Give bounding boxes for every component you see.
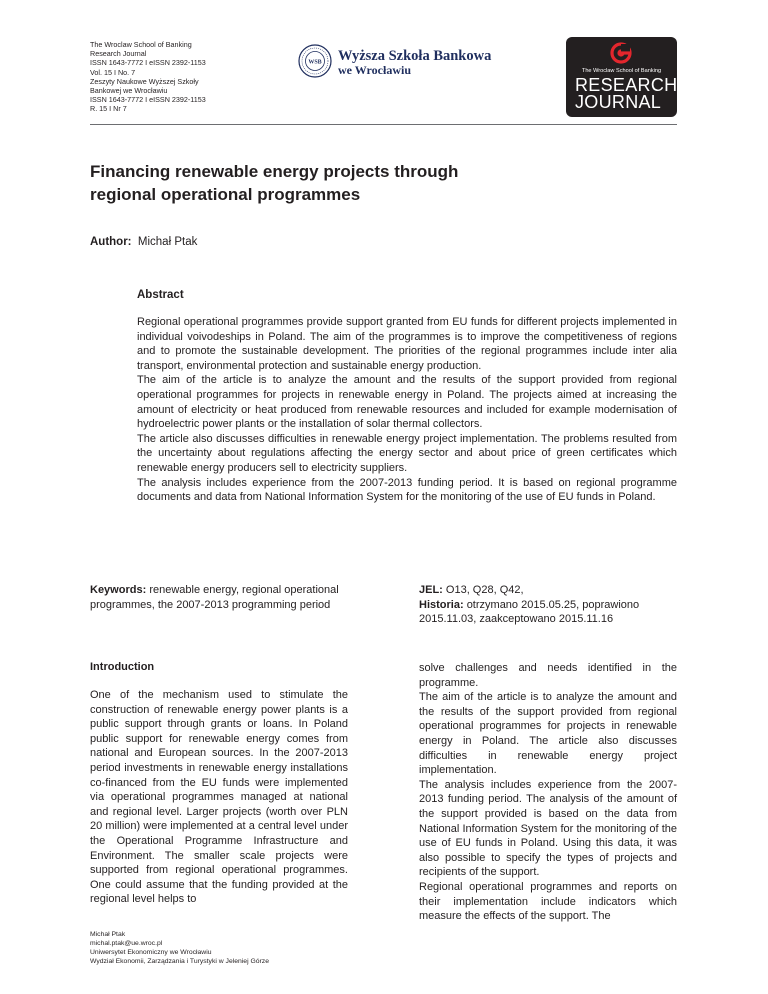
journal-subtitle: The Wroclaw School of Banking: [581, 68, 662, 74]
journal-info-line: Zeszyty Naukowe Wyższej Szkoły: [90, 76, 199, 86]
footer-faculty: Wydział Ekonomii, Zarządzania i Turystyki w Jeleniej Górze: [90, 958, 269, 965]
journal-info-line: Vol. 15 I No. 7: [90, 67, 136, 77]
author-line: [90, 236, 197, 248]
footer-email: michal.ptak@ue.wroc.pl: [90, 940, 163, 947]
footer-name: Michał Ptak: [90, 931, 126, 938]
keywords: [90, 583, 348, 612]
jel-label: JEL:: [419, 584, 443, 596]
history-line: [419, 598, 677, 627]
author-name: Michał Ptak: [137, 236, 198, 248]
history-label: Historia:: [419, 598, 464, 611]
author-label: Author:: [90, 236, 132, 248]
svg-text:WSB: WSB: [308, 59, 322, 66]
introduction-right-column: [419, 661, 677, 924]
history-text: otrzymano 2015.05.25, poprawiono 2015.11.03, zaakceptowano 2015.11.16: [419, 598, 640, 626]
journal-info-line: R. 15 I Nr 7: [90, 104, 127, 114]
journal-info-line: Bankowej we Wrocławiu: [90, 86, 168, 96]
introduction-left-column: One of the mechanism used to stimulate the construction of renewable energy power plants is a public support through grants or loans. In Poland public support for renewable energy comes from national and European sources. In the 2007-2013 period investments in renewable energy installations co-financed from the EU funds were implemented via operational programmes managed at national and regional level. Larger projects (worth over PLN 20 million) were implemented at a central level under the Operational Programme Infrastructure and Environment. The smaller scale projects were supported from regional operational programmes. One could assume that the funding provided at the regional level helps to: [90, 689, 348, 906]
journal-info-line: The Wroclaw School of Banking: [90, 40, 192, 49]
jel-codes: O13, Q28, Q42,: [445, 584, 524, 596]
university-city: we Wrocławiu: [338, 63, 412, 77]
university-name: Wyższa Szkoła Bankowa: [338, 48, 492, 64]
article-title: Financing renewable energy projects through regional operational programmes: [90, 162, 459, 204]
jel-line: [419, 583, 677, 598]
university-logo: [298, 44, 558, 78]
journal-info: [90, 40, 290, 114]
abstract-heading: Abstract: [137, 289, 184, 301]
journal-logo-box: [566, 37, 677, 117]
keywords-text: renewable energy, regional operational programmes, the 2007-2013 programming period: [90, 584, 339, 611]
journal-info-line: ISSN 1643-7772 I eISSN 2392-1153: [90, 95, 206, 105]
intro-paragraph: Regional operational programmes and reports on their implementation include indicators which measure the effects of the support. The: [419, 880, 677, 923]
abstract: [137, 289, 677, 505]
journal-title-line-1: RESEARCH: [575, 75, 678, 95]
keywords-label: Keywords:: [90, 584, 147, 596]
journal-title-line-2: JOURNAL: [575, 92, 662, 112]
jel-history: [419, 583, 677, 627]
journal-swirl-icon: [610, 42, 632, 64]
journal-info-line: ISSN 1643-7772 I eISSN 2392-1153: [90, 58, 206, 68]
footer-university: Uniwersytet Ekonomiczny we Wrocławiu: [90, 949, 212, 956]
intro-paragraph: The analysis includes experience from the 2007-2013 funding period. The analysis of the amount of the support provided is based on the data from National Information System for the monitoring of the use of EU funds in Poland. Using this data, it was also possible to specify the types of projects and recipients of the support.: [419, 778, 677, 879]
abstract-text: Regional operational programmes provide support granted from EU funds for different projects implemented in individual voivodeships in Poland. The aim of the programmes is to improve the competitiveness of regions and to promote the sustainable development. The priorities of the regional programmes include inter alia transport, environmental protection and sustainable energy production. The aim of the article is to analyze the amount and the results of the support provided from regional operational programmes for projects in renewable energy in Poland. The projects aimed at increasing the amount of electricity or heat produced from renewable resources and included for example modernisation of hydroelectric power plants or the installation of solar thermal collectors. The article also discusses difficulties in renewable energy project implementation. The problems resulted from the uncertainty about regulations affecting the energy sector and about price of green certificates which renewable energy producers sell to electricity suppliers. The analysis includes experience from the 2007-2013 funding period. It is based on regional programme documents and data from National Information System for the monitoring of the use of EU funds in Poland.: [137, 316, 677, 504]
header-divider: [90, 124, 677, 125]
journal-info-line: Research Journal: [90, 49, 147, 59]
intro-paragraph: solve challenges and needs identified in the programme.: [419, 662, 677, 689]
introduction-heading: Introduction: [90, 661, 155, 673]
university-seal-icon: [298, 44, 332, 78]
journal-title: [575, 77, 677, 111]
intro-paragraph: The aim of the article is to analyze the amount and the results of the support provided from regional operational programmes for projects in renewable energy in Poland. The article also discusses difficulties in renewable energy project implementation.: [419, 691, 677, 777]
author-affiliation: [90, 930, 269, 966]
